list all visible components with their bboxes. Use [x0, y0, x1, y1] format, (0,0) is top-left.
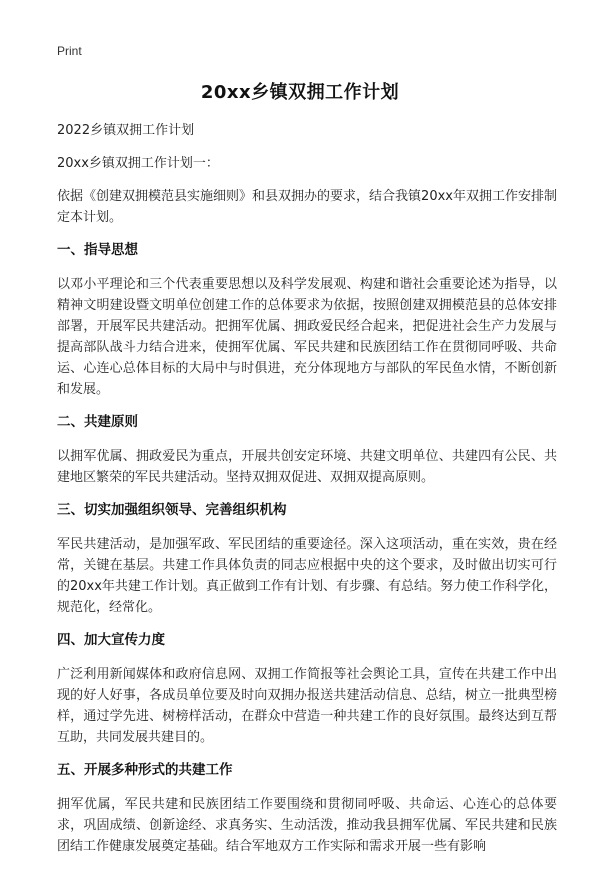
document-body: [57, 120, 557, 869]
section-heading-1: 一、指导思想: [57, 242, 138, 258]
intro-paragraph: 依据《创建双拥模范县实施细则》和县双拥办的要求，结合我镇20xx年双拥工作安排制定本计划。: [57, 189, 557, 225]
section-body-3: 军民共建活动，是加强军政、军民团结的重要途径。深入这项活动，重在实效，贵在经常，关键在基层。共建工作具体负责的同志应根据中央的这个要求，及时做出切实可行的20xx年共建工作计划。真正做到工作有计划、有步骤、有总结。努力使工作科学化，规范化，经常化。: [57, 537, 557, 615]
section-body-5: 拥军优属，军民共建和民族团结工作要围绕和贯彻同呼吸、共命运、心连心的总体要求，巩固成绩、创新途经、求真务实、生动活泼，推动我县拥军优属、军民共建和民族团结工作健康发展奠定基础。结合军地双方工作实际和需求开展一些有影响: [57, 797, 557, 854]
page-title: 20xx乡镇双拥工作计划: [200, 82, 400, 103]
print-link[interactable]: Print: [57, 44, 82, 58]
section-heading-4: 四、加大宣传力度: [57, 632, 165, 648]
document-subtitle: 2022乡镇双拥工作计划: [57, 123, 195, 138]
section-heading-5: 五、开展多种形式的共建工作: [57, 762, 233, 778]
section-heading-2: 二、共建原则: [57, 414, 138, 430]
section-body-2: 以拥军优属、拥政爱民为重点，开展共创安定环境、共建文明单位、共建四有公民、共建地区繁荣的军民共建活动。坚持双拥双促进、双拥双提高原则。: [57, 449, 557, 485]
section-heading-3: 三、切实加强组织领导、完善组织机构: [57, 502, 287, 518]
plan-label: 20xx乡镇双拥工作计划一：: [57, 156, 219, 171]
section-body-4: 广泛利用新闻媒体和政府信息网、双拥工作简报等社会舆论工具，宣传在共建工作中出现的好人好事，各成员单位要及时向双拥办报送共建活动信息、总结，树立一批典型榜样，通过学先进、树榜样活动，在群众中营造一种共建工作的良好氛围。最终达到互帮互助，共同发展共建目的。: [57, 667, 557, 745]
section-body-1: 以邓小平理论和三个代表重要思想以及科学发展观、构建和谐社会重要论述为指导，以精神文明建设暨文明单位创建工作的总体要求为依据，按照创建双拥模范县的总体安排部署，开展军民共建活动。把拥军优属、拥政爱民经合起来，把促进社会生产力发展与提高部队战斗力结合进来，使拥军优属、军民共建和民族团结工作在贯彻同呼吸、共命运、心连心总体目标的大局中与时俱进，充分体现地方与部队的军民鱼水情，不断创新和发展。: [57, 277, 557, 397]
